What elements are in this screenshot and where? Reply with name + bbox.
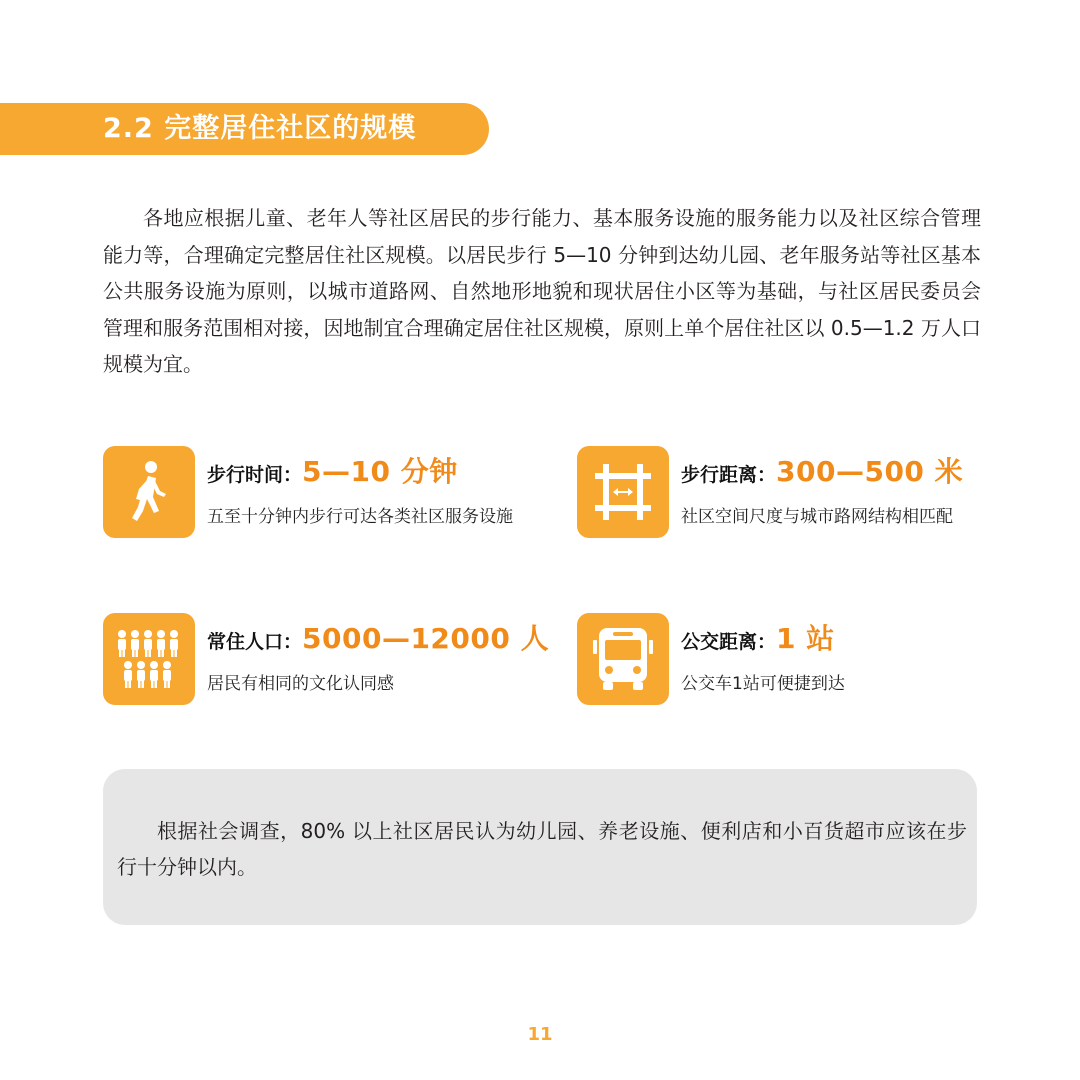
stat-description: 居民有相同的文化认同感 [207, 674, 394, 694]
stat-label: 步行时间： [207, 464, 303, 486]
stat-description: 五至十分钟内步行可达各类社区服务设施 [207, 507, 513, 527]
section-title: 2.2 完整居住社区的规模 [103, 113, 417, 144]
stat-population-heading [207, 617, 549, 657]
stat-label: 常住人口： [207, 631, 303, 653]
street-grid-icon [577, 446, 669, 538]
callout-text: 根据社会调查，80% 以上社区居民认为幼儿园、养老设施、便利店和小百货超市应该在步行十分钟以内。 [117, 819, 967, 879]
stat-value: 300—500 米 [776, 455, 964, 488]
crowd-icon [103, 613, 195, 705]
bus-icon [577, 613, 669, 705]
stat-walk-time-heading [207, 450, 458, 490]
stat-description: 公交车1站可便捷到达 [681, 674, 845, 694]
stat-value: 1 站 [776, 622, 835, 655]
survey-callout [103, 769, 977, 925]
stat-value: 5000—12000 人 [302, 622, 550, 655]
stat-walk-distance-heading [681, 450, 963, 490]
stat-description: 社区空间尺度与城市路网结构相匹配 [681, 507, 953, 527]
section-banner [0, 103, 489, 155]
stat-label: 公交距离： [681, 631, 777, 653]
page-number: 11 [527, 1024, 553, 1045]
stat-bus-heading [681, 617, 835, 657]
walking-person-icon [103, 446, 195, 538]
stat-label: 步行距离： [681, 464, 777, 486]
stat-value: 5—10 分钟 [302, 455, 458, 488]
intro-paragraph: 各地应根据儿童、老年人等社区居民的步行能力、基本服务设施的服务能力以及社区综合管理能力等，合理确定完整居住社区规模。以居民步行 5—10 分钟到达幼儿园、老年服务站等社区基本公共服务设施为原则，以城市道路网、自然地形地貌和现状居住小区等为基础，与社区居民委员会管理和服务范围相对接，因地制宜合理确定居住社区规模，原则上单个居住社区以 0.5—1.2 万人口规模为宜。 [103, 206, 981, 376]
